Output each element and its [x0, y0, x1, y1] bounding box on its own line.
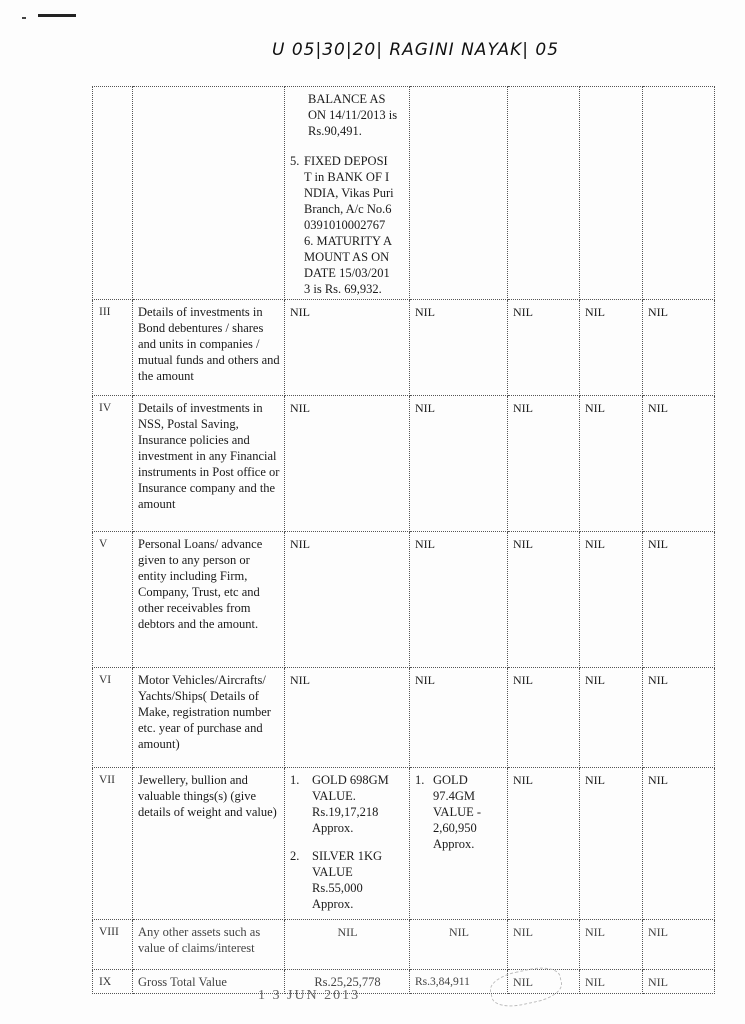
self-total: Rs.25,25,778 [285, 970, 410, 994]
row-number: III [93, 300, 133, 396]
assets-table [92, 86, 715, 994]
dependent2-value: NIL [580, 668, 643, 768]
dependent3-value: NIL [643, 920, 715, 970]
spouse-gold-label: 1. [415, 773, 425, 787]
dependent3-value: NIL [643, 668, 715, 768]
dependent2-value: NIL [580, 300, 643, 396]
dependent1-value: NIL [508, 668, 580, 768]
row-description: Motor Vehicles/Aircrafts/ Yachts/Ships( Details of Make, registration number etc. year of purchase and amount) [133, 668, 285, 768]
dependent2-value: NIL [580, 396, 643, 532]
dependent1-value: NIL [508, 396, 580, 532]
row-number: VIII [93, 920, 133, 970]
description-cell [133, 87, 285, 300]
gold-item-text: GOLD 698GM VALUE. Rs.19,17,218 Approx. [312, 773, 389, 835]
spouse-value: NIL [410, 396, 508, 532]
row-number-cell [93, 87, 133, 300]
dependent2-value: NIL [580, 768, 643, 920]
self-value: NIL [285, 300, 410, 396]
table-row-jewellery [93, 768, 715, 920]
row-description: Any other assets such as value of claims/interest [133, 920, 285, 970]
spouse-total: Rs.3,84,911 [410, 970, 508, 994]
silver-item-text: SILVER 1KG VALUE Rs.55,000 Approx. [312, 849, 383, 911]
dependent3-value-cell [643, 87, 715, 300]
row-number: VII [93, 768, 133, 920]
spouse-value: NIL [410, 532, 508, 668]
dependent2-value: NIL [580, 920, 643, 970]
table-row [93, 396, 715, 532]
self-value: NIL [285, 920, 410, 970]
dependent3-total: NIL [643, 970, 715, 994]
row-description: Details of investments in Bond debentures / shares and units in companies / mutual funds and others and the amount [133, 300, 285, 396]
handwritten-reference: U 05|30|20| RAGINI NAYAK| 05 [272, 40, 560, 60]
self-value: NIL [285, 532, 410, 668]
scan-mark [38, 14, 76, 17]
item5-label: 5. [290, 154, 300, 168]
dependent1-value: NIL [508, 768, 580, 920]
table-row [93, 532, 715, 668]
self-value [285, 768, 410, 920]
silver-item-label: 2. [290, 849, 300, 863]
spouse-gold-text: GOLD 97.4GM VALUE - 2,60,950 Approx. [433, 773, 482, 851]
spouse-value: NIL [410, 668, 508, 768]
item5-text: FIXED DEPOSIT in BANK OF INDIA, Vikas Puri Branch, A/c No.603910100027676. MATURITY AMOUNT AS ON DATE 15/03/2013 is Rs. 69,932. [304, 154, 394, 296]
dependent3-value: NIL [643, 532, 715, 668]
dependent1-value: NIL [508, 920, 580, 970]
spouse-value [410, 768, 508, 920]
row-number: V [93, 532, 133, 668]
spouse-value-cell [410, 87, 508, 300]
gold-item-label: 1. [290, 773, 300, 787]
dependent3-value: NIL [643, 300, 715, 396]
scan-dot [22, 17, 26, 19]
row-number: IV [93, 396, 133, 532]
dependent2-value-cell [580, 87, 643, 300]
row-description: Details of investments in NSS, Postal Saving, Insurance policies and investment in any Financial instruments in Post office or Insurance company and the amount [133, 396, 285, 532]
item4-tail: BALANCE AS ON 14/11/2013 is Rs.90,491. [308, 92, 398, 138]
spouse-value: NIL [410, 920, 508, 970]
dependent3-value: NIL [643, 768, 715, 920]
dependent2-value: NIL [580, 532, 643, 668]
row-description: Personal Loans/ advance given to any person or entity including Firm, Company, Trust, etc and other receivables from debtors and the amount. [133, 532, 285, 668]
spouse-value: NIL [410, 300, 508, 396]
self-value-cell [285, 87, 410, 300]
dependent1-value: NIL [508, 532, 580, 668]
table-row [93, 300, 715, 396]
table-row [93, 920, 715, 970]
self-value: NIL [285, 668, 410, 768]
continuation-row [93, 87, 715, 300]
table-row [93, 668, 715, 768]
row-number: IX [93, 970, 133, 994]
dependent2-total: NIL [580, 970, 643, 994]
row-number: VI [93, 668, 133, 768]
dependent1-value: NIL [508, 300, 580, 396]
dependent3-value: NIL [643, 396, 715, 532]
row-description: Jewellery, bullion and valuable things(s) (give details of weight and value) [133, 768, 285, 920]
row-description: Gross Total Value [133, 970, 285, 994]
dependent1-total: NIL [508, 970, 580, 994]
dependent1-value-cell [508, 87, 580, 300]
table-row-total [93, 970, 715, 994]
self-value: NIL [285, 396, 410, 532]
date-stamp: 1 3 JUN 2013 [258, 988, 361, 1003]
